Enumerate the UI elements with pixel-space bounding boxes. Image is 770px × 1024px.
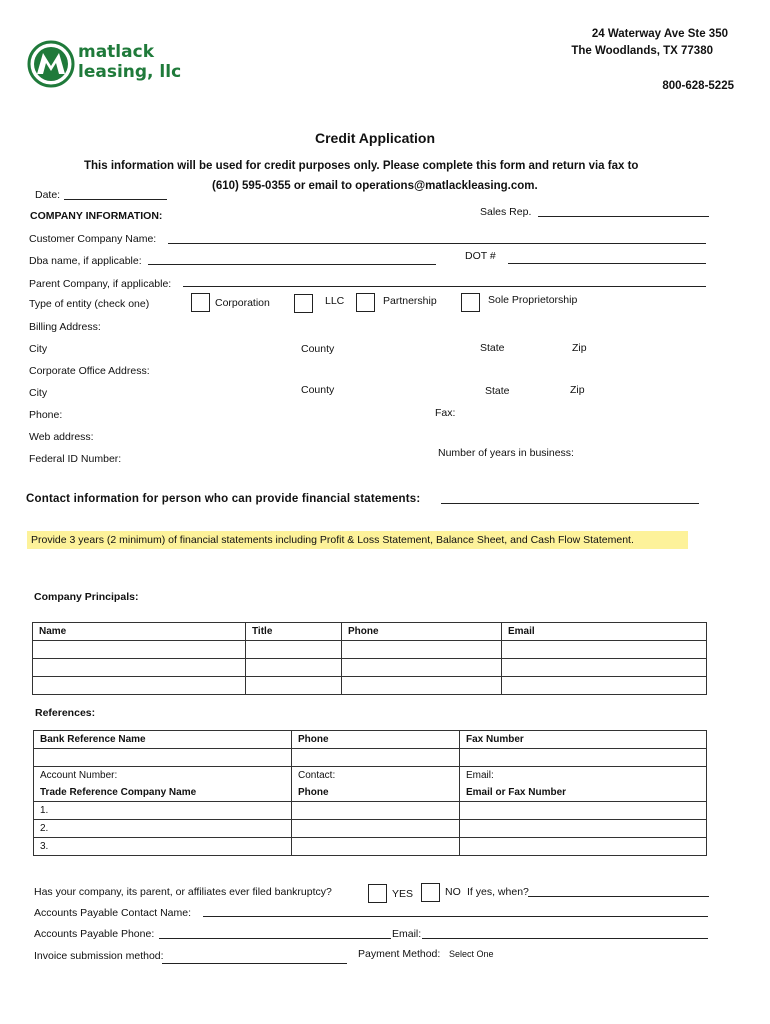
- principals-header-row: [33, 623, 707, 641]
- customer-company-field[interactable]: [168, 243, 706, 244]
- intro-line1: This information will be used for credit purposes only. Please complete this form and return via fax to: [84, 160, 639, 172]
- table-cell[interactable]: [342, 641, 502, 659]
- table-cell[interactable]: [292, 802, 460, 820]
- invoice-method-field[interactable]: [162, 963, 347, 964]
- dba-field[interactable]: [148, 264, 436, 265]
- dot-label: DOT #: [465, 250, 496, 262]
- table-cell[interactable]: [34, 749, 292, 767]
- llc-checkbox[interactable]: [294, 294, 313, 313]
- bankruptcy-when-label: If yes, when?: [467, 886, 529, 898]
- corporate-county-label: County: [301, 384, 335, 396]
- table-row: [33, 641, 707, 659]
- trade-header-row: [34, 784, 707, 802]
- sole-proprietorship-label: Sole Proprietorship: [488, 294, 578, 306]
- table-cell[interactable]: [246, 677, 342, 695]
- dot-field[interactable]: [508, 263, 706, 264]
- references-table: [33, 730, 707, 856]
- table-cell[interactable]: [246, 659, 342, 677]
- table-cell[interactable]: [33, 641, 246, 659]
- table-cell[interactable]: [33, 659, 246, 677]
- federal-id-label: Federal ID Number:: [29, 453, 122, 465]
- corporate-city-label: City: [29, 387, 48, 399]
- company-name-line1: matlack: [78, 42, 154, 62]
- bankruptcy-when-field[interactable]: [528, 896, 709, 897]
- billing-zip-label: Zip: [572, 342, 587, 354]
- intro-line2: (610) 595-0355 or email to operations@matlackleasing.com.: [212, 180, 538, 192]
- table-cell[interactable]: [342, 659, 502, 677]
- ap-phone-field[interactable]: [159, 938, 391, 939]
- billing-address-label: Billing Address:: [29, 321, 101, 333]
- trade-row-number: 2.: [34, 820, 292, 838]
- bank-col-name: Bank Reference Name: [34, 731, 292, 749]
- ap-contact-field[interactable]: [203, 916, 708, 917]
- table-cell[interactable]: [502, 659, 707, 677]
- corporate-zip-label: Zip: [570, 384, 585, 396]
- table-row: [33, 677, 707, 695]
- references-heading: References:: [35, 707, 96, 719]
- bankruptcy-question: Has your company, its parent, or affiliates ever filed bankruptcy?: [34, 886, 332, 898]
- bankruptcy-yes-label: YES: [392, 888, 414, 900]
- company-address-line2: The Woodlands, TX 77380: [571, 45, 713, 57]
- trade-row-number: 1.: [34, 802, 292, 820]
- company-info-heading: COMPANY INFORMATION:: [30, 210, 163, 222]
- trade-col-name: Trade Reference Company Name: [34, 784, 292, 802]
- corporation-checkbox[interactable]: [191, 293, 210, 312]
- bank-header-row: [34, 731, 707, 749]
- bank-account-row: [34, 767, 707, 785]
- page-title: Credit Application: [314, 130, 436, 146]
- trade-col-phone: Phone: [292, 784, 460, 802]
- trade-col-email-fax: Email or Fax Number: [460, 784, 707, 802]
- table-cell[interactable]: [342, 677, 502, 695]
- billing-state-label: State: [480, 342, 505, 354]
- invoice-method-label: Invoice submission method:: [34, 950, 164, 962]
- corporate-state-label: State: [485, 385, 510, 397]
- table-cell[interactable]: [33, 677, 246, 695]
- financial-notice: Provide 3 years (2 minimum) of financial statements including Profit & Loss Statement, Balance Sheet, and Cash Flow Statement.: [31, 534, 634, 546]
- bankruptcy-yes-checkbox[interactable]: [368, 884, 387, 903]
- entity-type-label: Type of entity (check one): [29, 298, 150, 310]
- years-in-business-label: Number of years in business:: [438, 447, 574, 459]
- bank-col-fax: Fax Number: [460, 731, 707, 749]
- table-cell[interactable]: [246, 641, 342, 659]
- table-row: [34, 749, 707, 767]
- table-row: [34, 838, 707, 856]
- company-phone: 800-628-5225: [662, 80, 734, 92]
- bank-col-phone: Phone: [292, 731, 460, 749]
- ap-email-field[interactable]: [422, 938, 708, 939]
- billing-city-label: City: [29, 343, 48, 355]
- ap-phone-label: Accounts Payable Phone:: [34, 928, 155, 940]
- company-logo: [27, 40, 75, 88]
- ap-email-label: Email:: [392, 928, 422, 940]
- principals-col-name: Name: [33, 623, 246, 641]
- partnership-label: Partnership: [383, 295, 437, 307]
- fax-label: Fax:: [435, 407, 456, 419]
- table-cell[interactable]: [292, 820, 460, 838]
- parent-company-label: Parent Company, if applicable:: [29, 278, 172, 290]
- account-number-label: Account Number:: [34, 767, 292, 785]
- table-cell[interactable]: [502, 641, 707, 659]
- table-cell[interactable]: [292, 749, 460, 767]
- table-row: [33, 659, 707, 677]
- contact-info-label: Contact information for person who can provide financial statements:: [26, 493, 421, 505]
- corporate-office-label: Corporate Office Address:: [29, 365, 150, 377]
- principals-table: [32, 622, 707, 695]
- payment-method-select[interactable]: Select One: [449, 949, 494, 959]
- customer-company-label: Customer Company Name:: [29, 233, 157, 245]
- table-cell[interactable]: [502, 677, 707, 695]
- table-cell[interactable]: [292, 838, 460, 856]
- table-cell[interactable]: [460, 749, 707, 767]
- date-field[interactable]: [64, 199, 167, 200]
- principals-heading: Company Principals:: [34, 591, 139, 603]
- parent-company-field[interactable]: [183, 286, 706, 287]
- llc-label: LLC: [325, 295, 345, 307]
- ap-contact-label: Accounts Payable Contact Name:: [34, 907, 191, 919]
- table-row: [34, 820, 707, 838]
- payment-method-label: Payment Method:: [358, 948, 441, 960]
- corporation-label: Corporation: [215, 297, 270, 309]
- billing-county-label: County: [301, 343, 335, 355]
- email-label: Email:: [460, 767, 707, 785]
- dba-label: Dba name, if applicable:: [29, 255, 142, 267]
- table-cell[interactable]: [460, 820, 707, 838]
- principals-col-email: Email: [502, 623, 707, 641]
- phone-label: Phone:: [29, 409, 63, 421]
- trade-row-number: 3.: [34, 838, 292, 856]
- table-cell[interactable]: [460, 802, 707, 820]
- partnership-checkbox[interactable]: [356, 293, 375, 312]
- date-label: Date:: [35, 189, 61, 201]
- company-name-line2: leasing, llc: [78, 62, 182, 82]
- company-address-line1: 24 Waterway Ave Ste 350: [591, 28, 728, 40]
- bankruptcy-no-checkbox[interactable]: [421, 883, 440, 902]
- table-cell[interactable]: [460, 838, 707, 856]
- sales-rep-label: Sales Rep.: [480, 206, 532, 218]
- table-row: [34, 802, 707, 820]
- contact-info-field[interactable]: [441, 503, 699, 504]
- principals-col-phone: Phone: [342, 623, 502, 641]
- web-address-label: Web address:: [29, 431, 94, 443]
- sales-rep-field[interactable]: [538, 216, 709, 217]
- principals-col-title: Title: [246, 623, 342, 641]
- sole-proprietorship-checkbox[interactable]: [461, 293, 480, 312]
- contact-label: Contact:: [292, 767, 460, 785]
- bankruptcy-no-label: NO: [445, 886, 461, 898]
